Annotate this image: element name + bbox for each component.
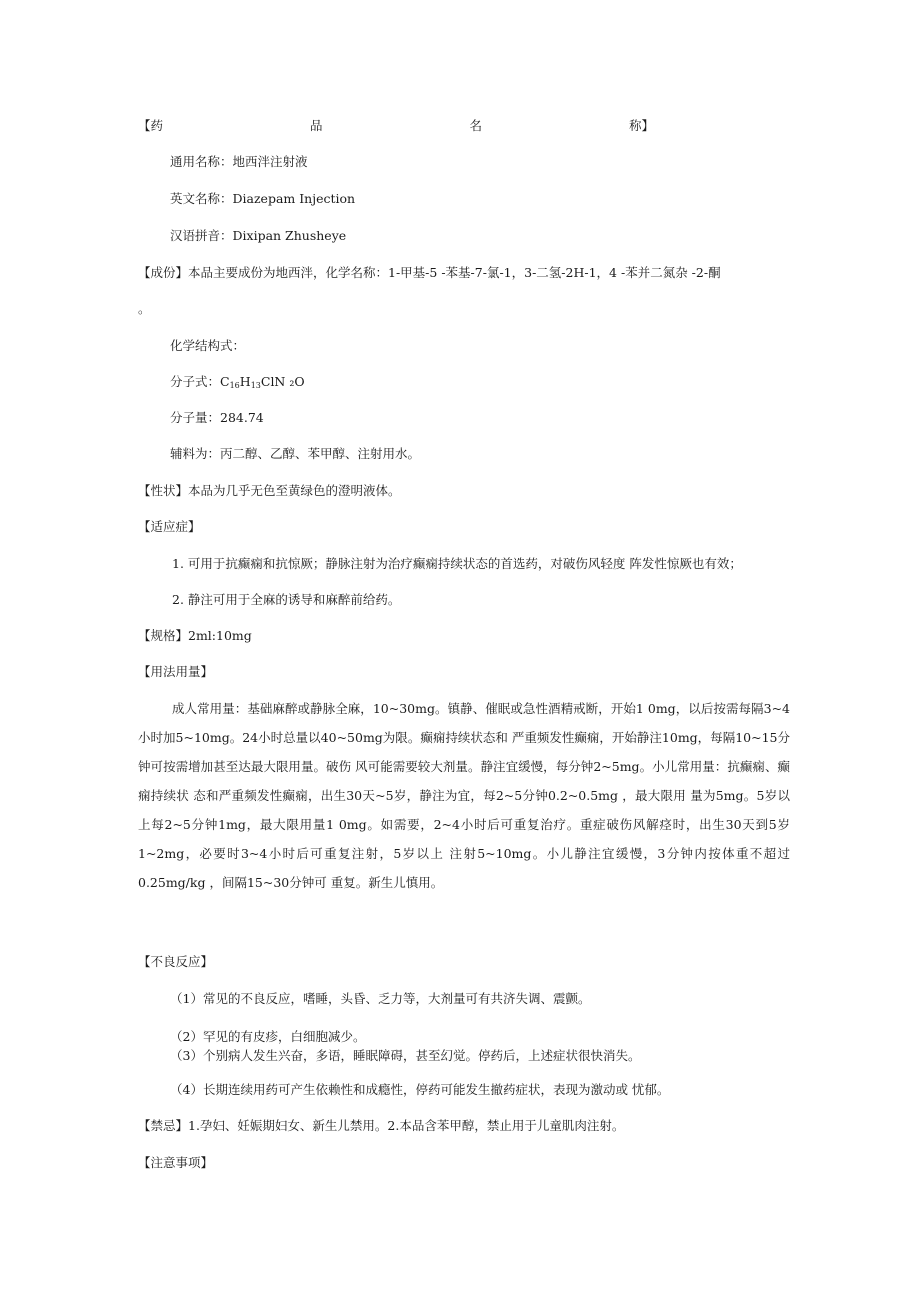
drug-name-heading xyxy=(138,118,654,134)
english-name: 英文名称：Diazepam Injection xyxy=(170,191,356,206)
adverse-item: （2）罕见的有皮疹，白细胞减少。 xyxy=(170,1029,366,1044)
indication-item: 2. 静注可用于全麻的诱导和麻醉前给药。 xyxy=(172,592,401,607)
molecular-formula xyxy=(170,374,305,390)
adverse-item: （3）个别病人发生兴奋，多语，睡眠障碍，甚至幻觉。停药后，上述症状很快消失。 xyxy=(170,1048,641,1063)
dosage-heading: 【用法用量】 xyxy=(138,664,214,679)
formula-h-sub: 13 xyxy=(250,381,261,390)
generic-name: 通用名称：地西泮注射液 xyxy=(170,154,308,169)
formula-h: H xyxy=(239,374,251,389)
structure-label: 化学结构式： xyxy=(170,338,246,353)
formula-c: C xyxy=(220,374,230,389)
composition-line-tail: 。 xyxy=(138,301,151,316)
adverse-item: （1）常见的不良反应，嗜睡，头昏、乏力等，大剂量可有共济失调、震颤。 xyxy=(170,991,591,1006)
adverse-heading: 【不良反应】 xyxy=(138,954,214,969)
pinyin-name: 汉语拼音：Dixipan Zhusheye xyxy=(170,228,347,243)
heading-char: 品 xyxy=(309,118,323,133)
properties: 【性状】本品为几乎无色至黄绿色的澄明液体。 xyxy=(138,483,401,498)
dosage-text: 成人常用量：基础麻醉或静脉全麻，10~30mg。镇静、催眠或急性酒精戒断，开始1 0mg，以后按需每隔3~4小时加5~10mg。24小时总量以40~50mg为限。癫痫持续状态和 严重频发性癫痫，开始静注10mg，每隔10~15分钟可按需增加甚至达最大限用量。破伤 风可能需要较大剂量。静注宜缓慢，每分钟2~5mg。小儿常用量：抗癫痫、癫痫持续状 态和严重频发性癫痫，出生30天~5岁，静注为宜，每2~5分钟0.2~0.5mg ，最大限用 量为5mg。5岁以上每2~5分钟1mg，最大限用量1 0mg。如需要，2~4小时后可重复治疗。重症破伤风解痉时，出生30天到5岁1~2mg，必要时3~4小时后可重复注射，5岁以上 注射5~10mg。小儿静注宜缓慢，3分钟内按体重不超过0.25mg/kg ，间隔15~30分钟可 重复。新生儿慎用。 xyxy=(138,701,790,890)
adverse-item: （4）长期连续用药可产生依赖性和成瘾性，停药可能发生撤药症状，表现为激动或 忧郁。 xyxy=(170,1082,670,1097)
composition-line: 【成份】本品主要成份为地西泮，化学名称：1-甲基-5 -苯基-7-氯-1，3-二氢-2H-1，4 -苯并二氮杂 -2-酮 xyxy=(138,265,721,280)
formula-rest: ClN ₂O xyxy=(260,374,305,389)
contraindications: 【禁忌】1.孕妇、妊娠期妇女、新生儿禁用。2.本品含苯甲醇，禁止用于儿童肌肉注射。 xyxy=(138,1118,625,1133)
heading-char: 名 xyxy=(469,118,482,133)
excipients: 辅料为：丙二醇、乙醇、苯甲醇、注射用水。 xyxy=(170,446,421,461)
heading-char: 【药 xyxy=(138,118,164,133)
formula-c-sub: 16 xyxy=(229,381,240,390)
precautions-heading: 【注意事项】 xyxy=(138,1155,214,1170)
heading-char: 称】 xyxy=(628,118,654,133)
molecular-weight: 分子量：284.74 xyxy=(170,410,264,425)
specification: 【规格】2ml:10mg xyxy=(138,628,252,643)
indications-heading: 【适应症】 xyxy=(138,519,201,534)
formula-label: 分子式： xyxy=(170,374,221,389)
indication-item: 1. 可用于抗癫痫和抗惊厥；静脉注射为治疗癫痫持续状态的首选药，对破伤风轻度 阵发性惊厥也有效； xyxy=(172,556,742,571)
